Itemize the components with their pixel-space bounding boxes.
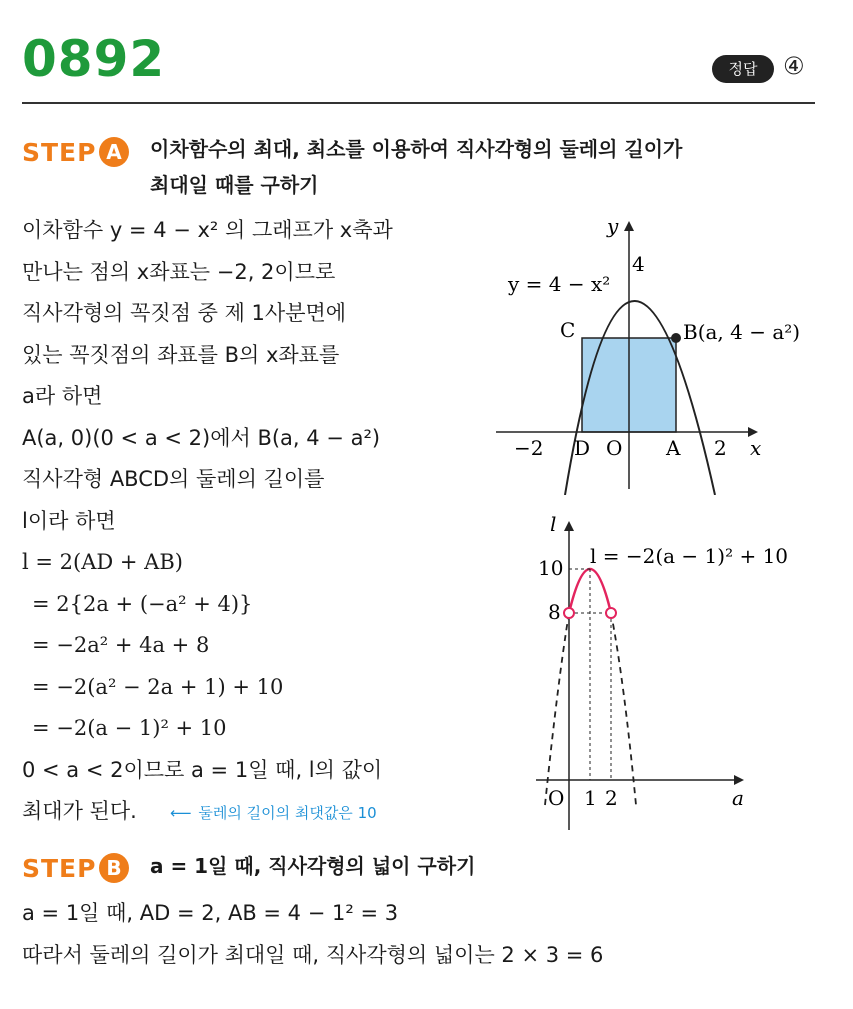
header-divider <box>22 102 815 104</box>
y-axis-label: l <box>550 512 557 536</box>
x-tick-label: 2 <box>605 786 618 810</box>
open-point-left <box>564 608 574 618</box>
left-arrow-icon: ⟵ <box>170 804 192 822</box>
step-a-line: l = 2(AD + AB) <box>22 550 183 574</box>
x-axis-label: x <box>750 436 762 460</box>
perimeter-graph <box>520 505 830 835</box>
step-a-line: 직사각형 ABCD의 둘레의 길이를 <box>22 467 325 491</box>
step-a-conclusion <box>22 791 492 835</box>
step-a-letter: A <box>99 137 129 167</box>
step-a-line: = 2{2a + (−a² + 4)} <box>32 591 253 616</box>
y-tick-label: 8 <box>548 600 561 624</box>
equation-label: y = 4 − x² <box>508 272 611 296</box>
y-tick-label: 10 <box>538 556 564 580</box>
step-b-title: a = 1일 때, 직사각형의 넓이 구하기 <box>150 854 476 878</box>
step-a-line: a라 하면 <box>22 384 103 408</box>
step-b-line: 따라서 둘레의 길이가 최대일 때, 직사각형의 넓이는 2 × 3 = 6 <box>22 942 604 967</box>
x-tick-label: −2 <box>514 436 544 460</box>
step-b-body <box>22 893 822 976</box>
step-a-title-line1: 이차함수의 최대, 최소를 이용하여 직사각형의 둘레의 길이가 <box>150 137 683 161</box>
x-tick-label: O <box>548 786 565 810</box>
step-a-label: STEP <box>22 138 97 167</box>
step-a-line: 최대가 된다. <box>22 799 137 823</box>
step-a-title <box>150 131 682 203</box>
step-a-line: = −2a² + 4a + 8 <box>32 633 210 657</box>
y-axis-label: y <box>607 214 619 238</box>
x-axis-label: a <box>732 786 744 810</box>
max-note: 둘레의 길이의 최댓값은 10 <box>198 804 377 822</box>
step-b-label: STEP <box>22 854 97 883</box>
step-a-line: l이라 하면 <box>22 508 116 533</box>
answer-badge: 정답 <box>712 55 774 83</box>
parabola-rectangle-graph <box>490 205 830 495</box>
step-a-line: 만나는 점의 x좌표는 −2, 2이므로 <box>22 259 336 284</box>
open-point-right <box>606 608 616 618</box>
step-a-line: 0 < a < 2이므로 a = 1일 때, l의 값이 <box>22 757 383 782</box>
step-b-badge <box>22 853 129 883</box>
step-a-line: = −2(a − 1)² + 10 <box>32 716 227 740</box>
x-tick-label: A <box>666 436 681 460</box>
step-a-line: 직사각형의 꼭짓점 중 제 1사분면에 <box>22 301 347 325</box>
y-axis-arrow-icon <box>564 521 574 531</box>
parabola-dashed-left <box>545 613 569 805</box>
problem-number: 0892 <box>22 30 166 88</box>
step-a-title-line2: 최대일 때를 구하기 <box>150 173 319 197</box>
step-b-letter: B <box>99 853 129 883</box>
x-tick-label: D <box>574 436 591 460</box>
x-tick-label: 1 <box>584 786 597 810</box>
y-axis-arrow-icon <box>624 221 634 231</box>
step-a-line: = −2(a² − 2a + 1) + 10 <box>32 674 284 699</box>
x-axis-arrow-icon <box>734 775 744 785</box>
x-tick-label: 2 <box>714 436 727 460</box>
step-a-body <box>22 210 492 835</box>
point-c-label: C <box>560 318 576 342</box>
answer-value: ④ <box>783 52 805 80</box>
point-b-label: B(a, 4 − a²) <box>683 320 801 344</box>
step-a-line: 있는 꼭짓점의 좌표를 B의 x좌표를 <box>22 342 340 367</box>
step-a-line: 이차함수 y = 4 − x² 의 그래프가 x축과 <box>22 218 393 242</box>
y-intercept-label: 4 <box>632 252 645 276</box>
step-a-line: A(a, 0)(0 < a < 2)에서 B(a, 4 − a²) <box>22 425 381 450</box>
point-b-dot <box>671 333 681 343</box>
x-tick-label: O <box>606 436 623 460</box>
step-a-badge <box>22 137 129 167</box>
parabola-dashed-right <box>611 613 636 805</box>
equation-label: l = −2(a − 1)² + 10 <box>590 544 789 568</box>
step-b-line: a = 1일 때, AD = 2, AB = 4 − 1² = 3 <box>22 901 399 925</box>
